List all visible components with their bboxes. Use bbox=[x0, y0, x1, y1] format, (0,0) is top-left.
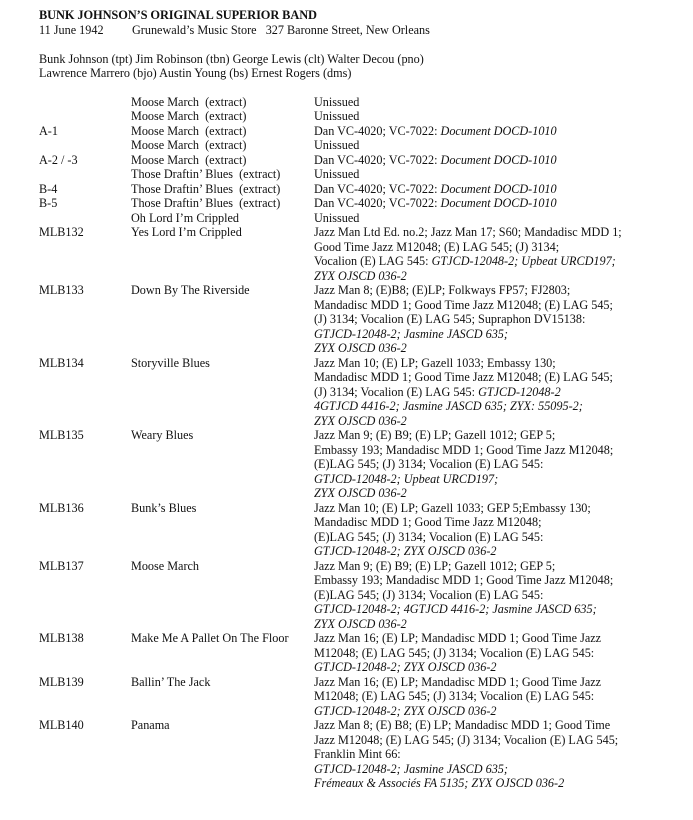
session-row bbox=[39, 109, 683, 124]
cd-reissue-text: ZYX OJSCD 036-2 bbox=[314, 268, 407, 283]
issue-list bbox=[314, 559, 683, 632]
issue-line bbox=[314, 544, 683, 559]
tune-title: Those Draftin’ Blues (extract) bbox=[131, 167, 281, 181]
issue-text: Mandadisc MDD 1; Good Time Jazz M12048; bbox=[314, 515, 542, 529]
issue-line bbox=[314, 733, 683, 748]
matrix-number: MLB136 bbox=[39, 500, 84, 515]
tune-title: Moose March (extract) bbox=[131, 94, 247, 109]
session-row bbox=[39, 428, 683, 501]
issue-line bbox=[314, 414, 683, 429]
issue-text: Franklin Mint 66: bbox=[314, 747, 401, 761]
tune-title: Oh Lord I’m Crippled bbox=[131, 210, 239, 225]
issue-text: Good Time Jazz M12048; (E) LAG 545; (J) 3134; bbox=[314, 239, 560, 254]
tune-title: Moose March (extract) bbox=[131, 152, 247, 167]
issue-line bbox=[314, 196, 683, 211]
issue-text: Embassy 193; Mandadisc MDD 1; Good Time Jazz M12048; bbox=[314, 573, 614, 587]
cd-reissue-text: GTJCD-12048-2; Jasmine JASCD 635; bbox=[314, 326, 508, 341]
issue-list bbox=[314, 718, 683, 791]
tune-title: Down By The Riverside bbox=[131, 283, 250, 297]
cd-reissue-text: Document DOCD-1010 bbox=[440, 152, 557, 167]
issue-line bbox=[314, 689, 683, 704]
session-row bbox=[39, 138, 683, 153]
session-location: Grunewald’s Music Store 327 Baronne Street, New Orleans bbox=[132, 22, 430, 37]
issue-text: Jazz Man 16; (E) LP; Mandadisc MDD 1; Good Time Jazz bbox=[314, 631, 602, 645]
issue-list bbox=[314, 167, 683, 182]
tune-title: Panama bbox=[131, 718, 170, 732]
issue-line bbox=[314, 602, 683, 617]
tune-title: Bunk’s Blues bbox=[131, 500, 197, 515]
issue-text: Dan VC-4020; VC-7022: bbox=[314, 152, 441, 167]
issue-line bbox=[314, 631, 683, 646]
issue-line bbox=[314, 762, 683, 777]
issue-line bbox=[314, 341, 683, 356]
cd-reissue-text: GTJCD-12048-2; Upbeat URCD197; bbox=[431, 254, 616, 268]
issue-line bbox=[314, 646, 683, 661]
session-dateline bbox=[39, 23, 683, 38]
tune-title: Moose March bbox=[131, 558, 200, 573]
issue-text: Mandadisc MDD 1; Good Time Jazz M12048; (E) LAG 545; bbox=[314, 297, 613, 312]
issue-list bbox=[314, 501, 683, 559]
issue-line bbox=[314, 704, 683, 719]
issue-line bbox=[314, 747, 683, 762]
session-row bbox=[39, 153, 683, 168]
issue-line bbox=[314, 675, 683, 690]
tune-title: Those Draftin’ Blues (extract) bbox=[131, 196, 281, 210]
matrix-number: MLB134 bbox=[39, 355, 84, 370]
tune-title: Make Me A Pallet On The Floor bbox=[131, 631, 289, 645]
issue-text: Unissued bbox=[314, 94, 360, 109]
band-title: BUNK JOHNSON’S ORIGINAL SUPERIOR BAND bbox=[39, 8, 317, 22]
matrix-number: MLB139 bbox=[39, 674, 84, 689]
issue-line bbox=[314, 124, 683, 139]
personnel-line: Lawrence Marrero (bjo) Austin Young (bs) Ernest Rogers (dms) bbox=[39, 66, 352, 80]
issue-list bbox=[314, 138, 683, 153]
issue-list bbox=[314, 109, 683, 124]
issue-line bbox=[314, 254, 683, 269]
issue-line bbox=[314, 312, 683, 327]
personnel-block bbox=[39, 52, 683, 81]
issue-text: Jazz M12048; (E) LAG 545; (J) 3134; Vocalion (E) LAG 545; bbox=[314, 732, 619, 747]
issue-list bbox=[314, 631, 683, 675]
cd-reissue-text: ZYX OJSCD 036-2 bbox=[314, 413, 407, 428]
cd-reissue-text: GTJCD-12048-2; ZYX OJSCD 036-2 bbox=[314, 703, 497, 718]
issue-line bbox=[314, 573, 683, 588]
issue-line bbox=[314, 588, 683, 603]
tune-title: Weary Blues bbox=[131, 428, 194, 442]
cd-reissue-text: Frémeaux & Associés FA 5135; ZYX OJSCD 036-2 bbox=[314, 776, 565, 790]
cd-reissue-text: Document DOCD-1010 bbox=[440, 196, 557, 210]
issue-line bbox=[314, 718, 683, 733]
issue-line bbox=[314, 515, 683, 530]
personnel-line: Bunk Johnson (tpt) Jim Robinson (tbn) George Lewis (clt) Walter Decou (pno) bbox=[39, 51, 424, 66]
issue-text: Embassy 193; Mandadisc MDD 1; Good Time Jazz M12048; bbox=[314, 442, 614, 457]
issue-text: Unissued bbox=[314, 210, 360, 225]
issue-text: Dan VC-4020; VC-7022: bbox=[314, 181, 441, 196]
issue-line bbox=[314, 225, 683, 240]
session-row bbox=[39, 559, 683, 632]
session-row bbox=[39, 501, 683, 559]
issue-text: Jazz Man 9; (E) B9; (E) LP; Gazell 1012; GEP 5; bbox=[314, 428, 556, 442]
issue-list bbox=[314, 283, 683, 356]
issue-text: Jazz Man 16; (E) LP; Mandadisc MDD 1; Good Time Jazz bbox=[314, 674, 602, 689]
issue-text: Vocalion (E) LAG 545: bbox=[314, 254, 432, 268]
issue-text: Unissued bbox=[314, 109, 360, 123]
matrix-number: B-5 bbox=[39, 196, 58, 210]
issue-text: M12048; (E) LAG 545; (J) 3134; Vocalion (E) LAG 545: bbox=[314, 645, 595, 660]
issue-text: Jazz Man 9; (E) B9; (E) LP; Gazell 1012; GEP 5; bbox=[314, 558, 556, 573]
issue-list bbox=[314, 182, 683, 197]
issue-text: Dan VC-4020; VC-7022: bbox=[314, 196, 441, 210]
issue-line bbox=[314, 95, 683, 110]
session-row bbox=[39, 167, 683, 182]
issue-list bbox=[314, 196, 683, 211]
issue-text: (E)LAG 545; (J) 3134; Vocalion (E) LAG 545: bbox=[314, 457, 544, 471]
session-row bbox=[39, 283, 683, 356]
issue-list bbox=[314, 211, 683, 226]
discography-page bbox=[39, 8, 683, 791]
issue-line bbox=[314, 153, 683, 168]
cd-reissue-text: GTJCD-12048-2; ZYX OJSCD 036-2 bbox=[314, 544, 497, 558]
tune-title: Storyville Blues bbox=[131, 355, 210, 370]
session-row bbox=[39, 225, 683, 283]
issue-list bbox=[314, 428, 683, 501]
issue-line bbox=[314, 385, 683, 400]
issue-line bbox=[314, 356, 683, 371]
issue-text: Jazz Man Ltd Ed. no.2; Jazz Man 17; S60; Mandadisc MDD 1; bbox=[314, 225, 622, 239]
session-row bbox=[39, 196, 683, 211]
issue-text: (E)LAG 545; (J) 3134; Vocalion (E) LAG 545: bbox=[314, 529, 544, 544]
issue-text: Jazz Man 10; (E) LP; Gazell 1033; Embassy 130; bbox=[314, 355, 556, 370]
cd-reissue-text: GTJCD-12048-2 bbox=[478, 384, 561, 399]
issue-list bbox=[314, 124, 683, 139]
cd-reissue-text: GTJCD-12048-2; Jasmine JASCD 635; bbox=[314, 761, 508, 776]
issue-list bbox=[314, 356, 683, 429]
issue-list bbox=[314, 95, 683, 110]
cd-reissue-text: ZYX OJSCD 036-2 bbox=[314, 486, 407, 500]
matrix-number: MLB135 bbox=[39, 428, 84, 442]
issue-line bbox=[314, 472, 683, 487]
issue-text: (J) 3134; Vocalion (E) LAG 545; Supraphon DV15138: bbox=[314, 312, 586, 326]
matrix-number: MLB132 bbox=[39, 225, 84, 239]
session-date: 11 June 1942 bbox=[39, 22, 104, 37]
issue-line bbox=[314, 327, 683, 342]
cd-reissue-text: GTJCD-12048-2; 4GTJCD 4416-2; Jasmine JASCD 635; bbox=[314, 602, 597, 616]
session-row bbox=[39, 718, 683, 791]
issue-text: Unissued bbox=[314, 138, 360, 152]
cd-reissue-text: GTJCD-12048-2; Upbeat URCD197; bbox=[314, 471, 499, 486]
issue-text: Unissued bbox=[314, 167, 360, 181]
issue-list bbox=[314, 153, 683, 168]
issue-text: (E)LAG 545; (J) 3134; Vocalion (E) LAG 545: bbox=[314, 587, 544, 602]
issue-text: Jazz Man 8; (E) B8; (E) LP; Mandadisc MDD 1; Good Time bbox=[314, 718, 611, 732]
issue-line bbox=[314, 283, 683, 298]
issue-text: M12048; (E) LAG 545; (J) 3134; Vocalion (E) LAG 545: bbox=[314, 689, 595, 703]
issue-text: (J) 3134; Vocalion (E) LAG 545: bbox=[314, 384, 479, 399]
issue-line bbox=[314, 486, 683, 501]
issue-line bbox=[314, 559, 683, 574]
tune-title: Moose March (extract) bbox=[131, 109, 247, 123]
issue-line bbox=[314, 660, 683, 675]
matrix-number: MLB137 bbox=[39, 558, 84, 573]
issue-line bbox=[314, 443, 683, 458]
session-row bbox=[39, 356, 683, 429]
tune-title: Those Draftin’ Blues (extract) bbox=[131, 181, 281, 196]
issue-text: Dan VC-4020; VC-7022: bbox=[314, 123, 441, 138]
issue-text: Mandadisc MDD 1; Good Time Jazz M12048; (E) LAG 545; bbox=[314, 370, 613, 384]
issue-text: Jazz Man 10; (E) LP; Gazell 1033; GEP 5;Embassy 130; bbox=[314, 500, 591, 515]
issue-line bbox=[314, 211, 683, 226]
issue-line bbox=[314, 428, 683, 443]
issue-line bbox=[314, 240, 683, 255]
matrix-number: MLB140 bbox=[39, 718, 84, 732]
cd-reissue-text: 4GTJCD 4416-2; Jasmine JASCD 635; ZYX: 55095-2; bbox=[314, 399, 583, 413]
session-row bbox=[39, 95, 683, 110]
issue-line bbox=[314, 370, 683, 385]
session-row bbox=[39, 124, 683, 139]
issue-line bbox=[314, 617, 683, 632]
tune-title: Moose March (extract) bbox=[131, 123, 247, 138]
issue-line bbox=[314, 457, 683, 472]
cd-reissue-text: ZYX OJSCD 036-2 bbox=[314, 341, 407, 355]
tune-title: Ballin’ The Jack bbox=[131, 674, 211, 689]
issue-list bbox=[314, 675, 683, 719]
cd-reissue-text: Document DOCD-1010 bbox=[440, 181, 557, 196]
issue-list bbox=[314, 225, 683, 283]
issue-line bbox=[314, 269, 683, 284]
tune-title: Yes Lord I’m Crippled bbox=[131, 225, 242, 239]
session-row bbox=[39, 211, 683, 226]
cd-reissue-text: ZYX OJSCD 036-2 bbox=[314, 616, 407, 631]
matrix-number: MLB138 bbox=[39, 631, 84, 645]
issue-line bbox=[314, 167, 683, 182]
issue-line bbox=[314, 182, 683, 197]
issue-line bbox=[314, 399, 683, 414]
issue-text: Jazz Man 8; (E)B8; (E)LP; Folkways FP57; FJ2803; bbox=[314, 283, 571, 297]
matrix-number: MLB133 bbox=[39, 283, 84, 297]
issue-line bbox=[314, 298, 683, 313]
issue-line bbox=[314, 530, 683, 545]
cd-reissue-text: Document DOCD-1010 bbox=[440, 123, 557, 138]
matrix-number: A-2 / -3 bbox=[39, 152, 78, 167]
session-row bbox=[39, 675, 683, 719]
cd-reissue-text: GTJCD-12048-2; ZYX OJSCD 036-2 bbox=[314, 660, 497, 674]
session-row bbox=[39, 182, 683, 197]
issue-line bbox=[314, 776, 683, 791]
issue-line bbox=[314, 109, 683, 124]
matrix-number: A-1 bbox=[39, 123, 58, 138]
matrix-number: B-4 bbox=[39, 181, 58, 196]
issue-line bbox=[314, 501, 683, 516]
tune-title: Moose March (extract) bbox=[131, 138, 247, 152]
issue-line bbox=[314, 138, 683, 153]
session-row bbox=[39, 631, 683, 675]
session-listing bbox=[39, 95, 683, 791]
